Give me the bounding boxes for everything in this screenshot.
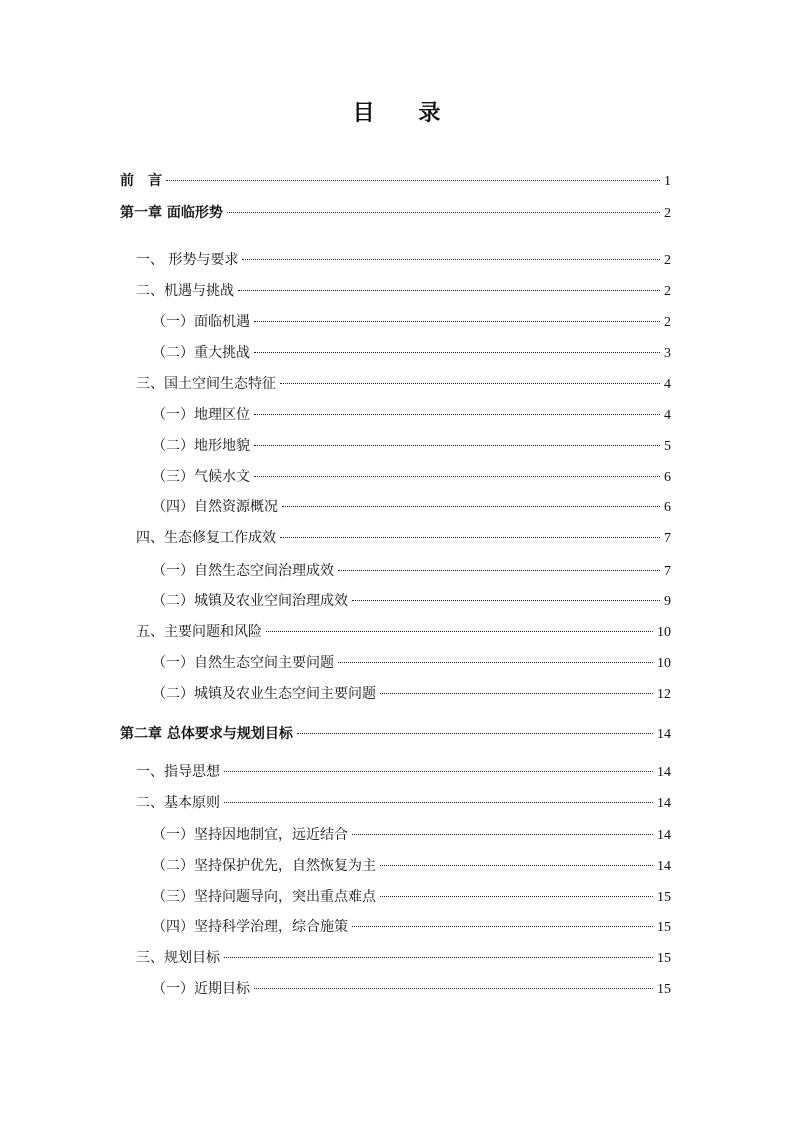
toc-page-number: 2	[664, 315, 671, 330]
dot-leader	[224, 771, 653, 772]
toc-page-number: 6	[664, 500, 671, 515]
dot-leader	[266, 631, 653, 632]
toc-entry-label: （二）城镇及农业生态空间主要问题	[152, 686, 376, 702]
toc-entry-label: 前 言	[120, 173, 162, 189]
toc-entry[interactable]	[136, 529, 671, 547]
toc-page-number: 10	[657, 625, 671, 640]
toc-entry[interactable]	[152, 562, 671, 580]
dot-leader	[280, 537, 660, 538]
toc-entry-label: 四、生态修复工作成效	[136, 530, 276, 546]
toc-page-number: 14	[657, 859, 671, 874]
toc-entry[interactable]	[152, 592, 671, 610]
dot-leader	[224, 802, 653, 803]
dot-leader	[380, 693, 653, 694]
toc-entry-label: 一、 形势与要求	[136, 252, 239, 268]
dot-leader	[297, 733, 653, 734]
toc-page-number: 1	[664, 174, 671, 189]
toc-entry-label: （二）坚持保护优先，自然恢复为主	[152, 858, 376, 874]
dot-leader	[352, 926, 653, 927]
toc-entry[interactable]	[152, 980, 671, 998]
toc-entry-label: 五、主要问题和风险	[136, 624, 262, 640]
toc-entry-label: （四）自然资源概况	[152, 499, 278, 515]
toc-entry-label: （一）近期目标	[152, 981, 250, 997]
toc-page-number: 9	[664, 594, 671, 609]
toc-entry[interactable]	[136, 375, 671, 393]
toc-entry[interactable]	[152, 857, 671, 875]
toc-page-number: 7	[664, 564, 671, 579]
toc-entry-label: （一）面临机遇	[152, 314, 250, 330]
dot-leader	[338, 662, 653, 663]
toc-entry-label: （二）重大挑战	[152, 345, 250, 361]
toc-page-number: 6	[664, 470, 671, 485]
toc-page-number: 2	[664, 284, 671, 299]
dot-leader	[338, 570, 660, 571]
dot-leader	[254, 445, 660, 446]
dot-leader	[254, 414, 660, 415]
toc-page-number: 15	[657, 951, 671, 966]
toc-entry-label: （三）气候水文	[152, 469, 250, 485]
toc-entry[interactable]	[136, 282, 671, 300]
toc-entry[interactable]	[152, 406, 671, 424]
toc-chapter-entry[interactable]	[120, 172, 671, 190]
toc-entry-label: （三）坚持问题导向，突出重点难点	[152, 889, 376, 905]
toc-page-number: 14	[657, 796, 671, 811]
toc-entry-label: 三、国土空间生态特征	[136, 376, 276, 392]
dot-leader	[282, 506, 660, 507]
toc-page-number: 2	[664, 253, 671, 268]
toc-entry-label: 第二章 总体要求与规划目标	[120, 726, 293, 742]
toc-entry[interactable]	[152, 826, 671, 844]
toc-chapter-entry[interactable]	[120, 204, 671, 222]
toc-entry[interactable]	[152, 468, 671, 486]
toc-page-number: 14	[657, 828, 671, 843]
dot-leader	[352, 834, 653, 835]
toc-entry[interactable]	[152, 437, 671, 455]
toc-entry-label: （一）自然生态空间治理成效	[152, 563, 334, 579]
dot-leader	[224, 957, 653, 958]
toc-page-number: 2	[664, 206, 671, 221]
toc-entry-label: （四）坚持科学治理，综合施策	[152, 919, 348, 935]
toc-chapter-entry[interactable]	[120, 725, 671, 743]
toc-entry[interactable]	[152, 888, 671, 906]
toc-page-number: 12	[657, 687, 671, 702]
toc-entry[interactable]	[136, 794, 671, 812]
toc-entry[interactable]	[152, 685, 671, 703]
toc-page-number: 3	[664, 346, 671, 361]
dot-leader	[380, 896, 653, 897]
dot-leader	[227, 212, 660, 213]
toc-entry[interactable]	[136, 949, 671, 967]
toc-page-number: 15	[657, 982, 671, 997]
dot-leader	[254, 988, 653, 989]
toc-entry[interactable]	[152, 654, 671, 672]
toc-page-number: 15	[657, 920, 671, 935]
toc-entry-label: （二）城镇及农业空间治理成效	[152, 593, 348, 609]
toc-entry-label: （一）自然生态空间主要问题	[152, 655, 334, 671]
dot-leader	[352, 600, 660, 601]
toc-entry-label: （二）地形地貌	[152, 438, 250, 454]
toc-entry[interactable]	[152, 344, 671, 362]
toc-entry-label: 一、指导思想	[136, 764, 220, 780]
dot-leader	[254, 352, 660, 353]
toc-entry[interactable]	[152, 313, 671, 331]
dot-leader	[254, 321, 660, 322]
dot-leader	[238, 290, 660, 291]
toc-entry-label: 二、机遇与挑战	[136, 283, 234, 299]
toc-entry-label: （一）地理区位	[152, 407, 250, 423]
toc-entry[interactable]	[136, 251, 671, 269]
dot-leader	[242, 259, 660, 260]
toc-page-number: 5	[664, 439, 671, 454]
toc-entry[interactable]	[152, 918, 671, 936]
toc-entry[interactable]	[152, 498, 671, 516]
dot-leader	[166, 180, 660, 181]
toc-entry-label: 二、基本原则	[136, 795, 220, 811]
toc-entry[interactable]	[136, 763, 671, 781]
toc-page-number: 7	[664, 531, 671, 546]
dot-leader	[280, 383, 660, 384]
toc-title: 目 录	[352, 100, 459, 126]
dot-leader	[380, 865, 653, 866]
toc-entry-label: 第一章 面临形势	[120, 205, 223, 221]
dot-leader	[254, 476, 660, 477]
toc-page-number: 4	[664, 408, 671, 423]
toc-entry-label: 三、规划目标	[136, 950, 220, 966]
toc-page-number: 10	[657, 656, 671, 671]
toc-page-number: 14	[657, 727, 671, 742]
toc-entry[interactable]	[136, 623, 671, 641]
toc-page-number: 15	[657, 890, 671, 905]
toc-page-number: 14	[657, 765, 671, 780]
toc-page-number: 4	[664, 377, 671, 392]
toc-entry-label: （一）坚持因地制宜，远近结合	[152, 827, 348, 843]
